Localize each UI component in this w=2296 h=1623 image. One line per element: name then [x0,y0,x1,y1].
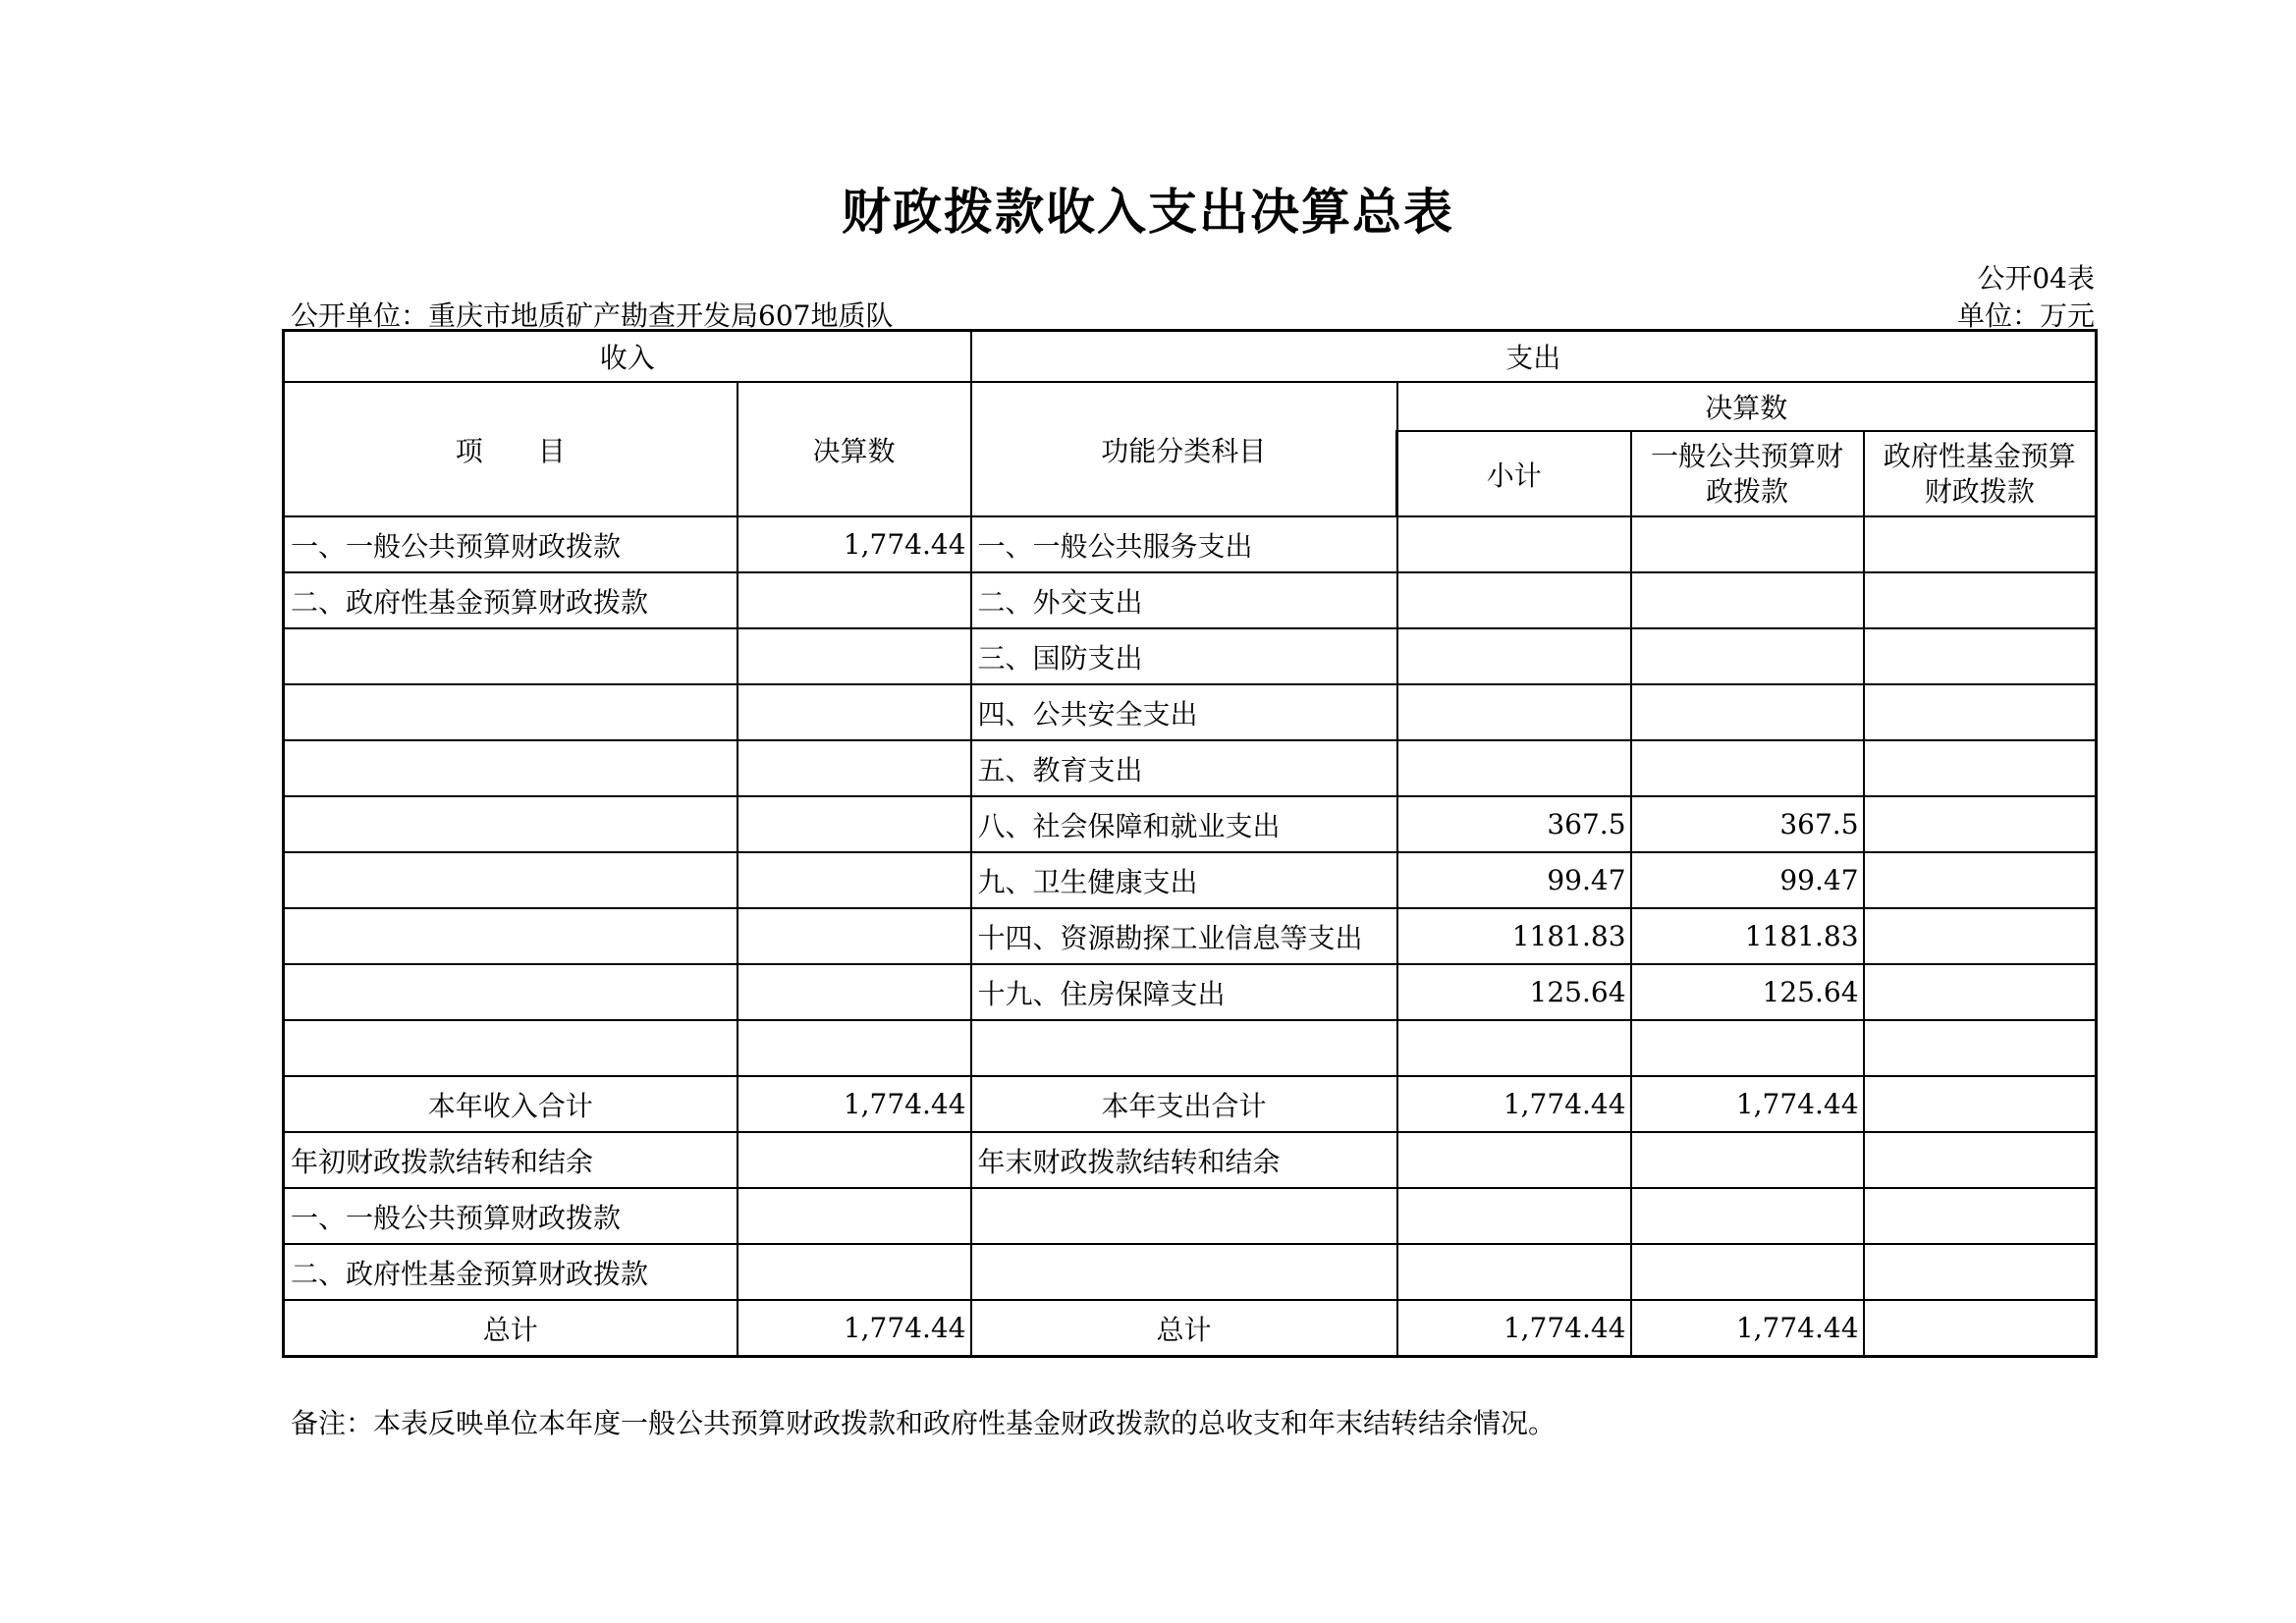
income-amount-cell [738,964,971,1020]
subtotal-cell [1397,1132,1631,1188]
subtotal-cell [1397,1188,1631,1244]
subtotal-cell: 125.64 [1397,964,1631,1020]
func-category-header: 功能分类科目 [971,382,1397,516]
expense-item-cell: 四、公共安全支出 [971,684,1397,740]
subtotal-cell [1397,740,1631,796]
subtotal-cell [1397,628,1631,684]
subtotal-cell: 99.47 [1397,852,1631,908]
expense-item-cell: 一、一般公共服务支出 [971,516,1397,572]
table-row [284,740,2097,796]
form-number: 公开04表 [1977,262,2095,295]
expense-item-cell: 九、卫生健康支出 [971,852,1397,908]
footnote: 备注：本表反映单位本年度一般公共预算财政拨款和政府性基金财政拨款的总收支和年末结转结余情况。 [291,1407,1557,1439]
income-item-cell [284,628,738,684]
income-item-cell: 本年收入合计 [284,1076,738,1132]
subtotal-cell [1397,572,1631,628]
income-item-cell [284,796,738,852]
table-row [284,628,2097,684]
general-budget-cell: 125.64 [1631,964,1864,1020]
general-budget-cell [1631,516,1864,572]
gov-fund-cell [1864,964,2097,1020]
gov-fund-cell [1864,572,2097,628]
income-amount-cell [738,1188,971,1244]
income-item-cell [284,740,738,796]
income-amount-header: 决算数 [738,382,971,516]
gov-fund-cell [1864,1132,2097,1188]
gov-fund-cell [1864,1300,2097,1357]
income-amount-cell [738,908,971,964]
expense-item-cell: 年末财政拨款结转和结余 [971,1132,1397,1188]
general-budget-cell [1631,1188,1864,1244]
subtotal-cell [1397,1020,1631,1076]
carryover-row [284,1244,2097,1300]
income-item-cell [284,1020,738,1076]
general-budget-cell [1631,1020,1864,1076]
income-amount-cell [738,852,971,908]
income-item-cell: 二、政府性基金预算财政拨款 [284,572,738,628]
expense-item-cell [971,1188,1397,1244]
header-row-2 [284,382,2097,431]
expense-item-cell: 本年支出合计 [971,1076,1397,1132]
unit-of-measure: 单位：万元 [1956,299,2095,332]
table-row [284,964,2097,1020]
expense-item-cell: 八、社会保障和就业支出 [971,796,1397,852]
gov-fund-cell [1864,1244,2097,1300]
income-amount-cell: 1,774.44 [738,1300,971,1357]
general-budget-cell [1631,572,1864,628]
income-header: 收入 [284,331,971,383]
income-item-cell [284,852,738,908]
table-row [284,572,2097,628]
income-amount-cell [738,740,971,796]
income-amount-cell [738,628,971,684]
grand-total-row [284,1300,2097,1357]
gov-fund-cell [1864,684,2097,740]
subtotal-cell: 1181.83 [1397,908,1631,964]
income-item-cell [284,964,738,1020]
table-row [284,852,2097,908]
expense-item-cell: 五、教育支出 [971,740,1397,796]
carryover-row [284,1188,2097,1244]
table-row [284,908,2097,964]
income-item-cell: 一、一般公共预算财政拨款 [284,516,738,572]
general-budget-cell [1631,1132,1864,1188]
subtotal-cell [1397,684,1631,740]
subtotal-cell: 1,774.44 [1397,1076,1631,1132]
gov-fund-cell [1864,516,2097,572]
table-row [284,1020,2097,1076]
general-budget-cell: 367.5 [1631,796,1864,852]
page-title: 财政拨款收入支出决算总表 [842,183,1454,241]
expense-item-cell [971,1244,1397,1300]
item-header: 项 目 [284,382,738,516]
table-row [284,796,2097,852]
amount-group-header: 决算数 [1397,382,2097,431]
gov-fund-cell [1864,1188,2097,1244]
gov-fund-cell [1864,796,2097,852]
subtotal-cell: 1,774.44 [1397,1300,1631,1357]
general-budget-cell: 1,774.44 [1631,1076,1864,1132]
income-amount-cell [738,1132,971,1188]
gov-fund-cell [1864,852,2097,908]
income-amount-cell: 1,774.44 [738,516,971,572]
general-budget-cell [1631,628,1864,684]
unit-info-row [291,295,2095,330]
income-item-cell: 一、一般公共预算财政拨款 [284,1188,738,1244]
general-budget-cell: 99.47 [1631,852,1864,908]
income-item-cell [284,908,738,964]
income-item-cell: 总计 [284,1300,738,1357]
general-budget-cell [1631,684,1864,740]
header-row-1 [284,331,2097,383]
expense-item-cell: 十九、住房保障支出 [971,964,1397,1020]
expense-header: 支出 [971,331,2097,383]
expense-item-cell [971,1020,1397,1076]
gov-fund-header: 政府性基金预算财政拨款 [1864,431,2097,516]
general-budget-cell: 1181.83 [1631,908,1864,964]
gov-fund-cell [1864,740,2097,796]
table-row [284,684,2097,740]
expense-item-cell: 二、外交支出 [971,572,1397,628]
subtotal-cell [1397,1244,1631,1300]
finance-summary-table [282,329,2098,1358]
gov-fund-cell [1864,1076,2097,1132]
table-row [284,516,2097,572]
subtotal-header: 小计 [1397,431,1631,516]
subtotal-cell [1397,516,1631,572]
gov-fund-cell [1864,1020,2097,1076]
expense-item-cell: 十四、资源勘探工业信息等支出 [971,908,1397,964]
income-amount-cell [738,796,971,852]
income-amount-cell [738,684,971,740]
income-item-cell: 年初财政拨款结转和结余 [284,1132,738,1188]
expense-item-cell: 总计 [971,1300,1397,1357]
general-budget-cell [1631,740,1864,796]
income-amount-cell [738,572,971,628]
income-item-cell [284,684,738,740]
carryover-row [284,1132,2097,1188]
general-budget-header: 一般公共预算财政拨款 [1631,431,1864,516]
year-total-row [284,1076,2097,1132]
income-item-cell: 二、政府性基金预算财政拨款 [284,1244,738,1300]
general-budget-cell: 1,774.44 [1631,1300,1864,1357]
expense-item-cell: 三、国防支出 [971,628,1397,684]
subtotal-cell: 367.5 [1397,796,1631,852]
income-amount-cell [738,1020,971,1076]
general-budget-cell [1631,1244,1864,1300]
gov-fund-cell [1864,628,2097,684]
income-amount-cell: 1,774.44 [738,1076,971,1132]
reporting-unit: 公开单位：重庆市地质矿产勘查开发局607地质队 [291,299,894,332]
income-amount-cell [738,1244,971,1300]
gov-fund-cell [1864,908,2097,964]
